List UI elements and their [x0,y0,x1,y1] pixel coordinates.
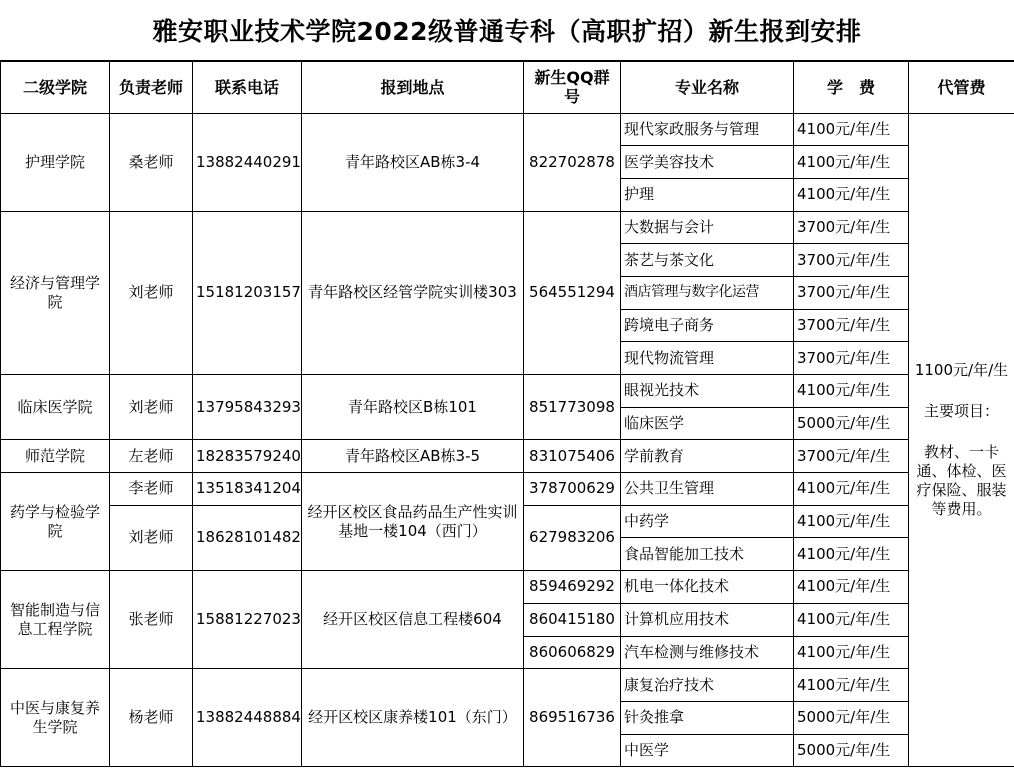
tuition-fee: 4100元/年/生 [794,146,909,179]
phone-number: 13882440291 [193,113,302,211]
qq-group: 822702878 [524,113,621,211]
qq-group: 851773098 [524,375,621,440]
tuition-fee: 5000元/年/生 [794,407,909,440]
qq-group: 859469292 [524,571,621,604]
table-row [1,113,1014,146]
major-name: 大数据与会计 [621,211,794,244]
major-name: 康复治疗技术 [621,669,794,702]
phone-number: 18283579240 [193,440,302,473]
major-name: 酒店管理与数字化运营 [621,276,794,309]
table-row [1,669,1014,702]
tuition-fee: 5000元/年/生 [794,701,909,734]
major-name: 中药学 [621,505,794,538]
qq-group: 860415180 [524,603,621,636]
major-name: 公共卫生管理 [621,473,794,506]
phone-number: 13882448884 [193,669,302,767]
header-tuition: 学 费 [794,61,909,113]
management-fee-items-label: 主要项目： [923,401,999,420]
header-location: 报到地点 [302,61,524,113]
report-location: 青年路校区AB栋3-5 [302,440,524,473]
college-name: 药学与检验学院 [1,473,110,571]
tuition-fee: 3700元/年/生 [794,211,909,244]
tuition-fee: 4100元/年/生 [794,113,909,146]
major-name: 茶艺与茶文化 [621,244,794,277]
qq-group: 869516736 [524,669,621,767]
tuition-fee: 5000元/年/生 [794,734,909,767]
major-name: 机电一体化技术 [621,571,794,604]
major-name: 汽车检测与维修技术 [621,636,794,669]
major-name: 跨境电子商务 [621,309,794,342]
tuition-fee: 3700元/年/生 [794,342,909,375]
major-name: 现代家政服务与管理 [621,113,794,146]
header-qq: 新生QQ群号 [524,61,621,113]
phone-number: 13518341204 [193,473,302,506]
major-name: 学前教育 [621,440,794,473]
phone-number: 15181203157 [193,211,302,374]
teacher-name: 左老师 [110,440,193,473]
header-row [1,61,1014,113]
phone-number: 13795843293 [193,375,302,440]
header-college: 二级学院 [1,61,110,113]
teacher-name: 刘老师 [110,505,193,570]
major-name: 医学美容技术 [621,146,794,179]
college-name: 中医与康复养生学院 [1,669,110,767]
report-location: 经开区校区信息工程楼604 [302,571,524,669]
table-row [1,440,1014,473]
table-row [1,375,1014,408]
college-name: 护理学院 [1,113,110,211]
major-name: 针灸推拿 [621,701,794,734]
tuition-fee: 4100元/年/生 [794,473,909,506]
header-major: 专业名称 [621,61,794,113]
teacher-name: 刘老师 [110,211,193,374]
phone-number: 15881227023 [193,571,302,669]
major-name: 计算机应用技术 [621,603,794,636]
header-teacher: 负责老师 [110,61,193,113]
qq-group: 627983206 [524,505,621,570]
table-row [1,571,1014,604]
major-name: 现代物流管理 [621,342,794,375]
qq-group: 564551294 [524,211,621,374]
report-location: 经开区校区食品药品生产性实训基地一楼104（西门） [302,473,524,571]
college-name: 智能制造与信息工程学院 [1,571,110,669]
header-management-fee: 代管费 [909,61,1014,113]
teacher-name: 桑老师 [110,113,193,211]
tuition-fee: 4100元/年/生 [794,375,909,408]
tuition-fee: 4100元/年/生 [794,669,909,702]
management-fee-items: 教材、一卡通、体检、医疗保险、服装等费用。 [916,442,1007,518]
teacher-name: 张老师 [110,571,193,669]
tuition-fee: 3700元/年/生 [794,276,909,309]
tuition-fee: 4100元/年/生 [794,178,909,211]
major-name: 食品智能加工技术 [621,538,794,571]
tuition-fee: 4100元/年/生 [794,538,909,571]
report-location: 青年路校区B栋101 [302,375,524,440]
page-title: 雅安职业技术学院2022级普通专科（高职扩招）新生报到安排 [152,17,862,46]
qq-group: 378700629 [524,473,621,506]
tuition-fee: 3700元/年/生 [794,440,909,473]
report-location: 青年路校区AB栋3-4 [302,113,524,211]
report-location: 经开区校区康养楼101（东门） [302,669,524,767]
major-name: 中医学 [621,734,794,767]
table-row [1,473,1014,506]
major-name: 眼视光技术 [621,375,794,408]
header-phone: 联系电话 [193,61,302,113]
teacher-name: 杨老师 [110,669,193,767]
teacher-name: 刘老师 [110,375,193,440]
college-name: 经济与管理学院 [1,211,110,374]
management-fee-cell [909,113,1014,767]
phone-number: 18628101482 [193,505,302,570]
college-name: 师范学院 [1,440,110,473]
management-fee-amount: 1100元/年/生 [914,360,1009,379]
qq-group: 860606829 [524,636,621,669]
tuition-fee: 3700元/年/生 [794,309,909,342]
tuition-fee: 4100元/年/生 [794,603,909,636]
major-name: 护理 [621,178,794,211]
qq-group: 831075406 [524,440,621,473]
tuition-fee: 4100元/年/生 [794,571,909,604]
college-name: 临床医学院 [1,375,110,440]
major-name: 临床医学 [621,407,794,440]
tuition-fee: 3700元/年/生 [794,244,909,277]
tuition-fee: 4100元/年/生 [794,636,909,669]
report-location: 青年路校区经管学院实训楼303 [302,211,524,374]
tuition-fee: 4100元/年/生 [794,505,909,538]
registration-table [0,60,1014,767]
teacher-name: 李老师 [110,473,193,506]
table-row [1,211,1014,244]
